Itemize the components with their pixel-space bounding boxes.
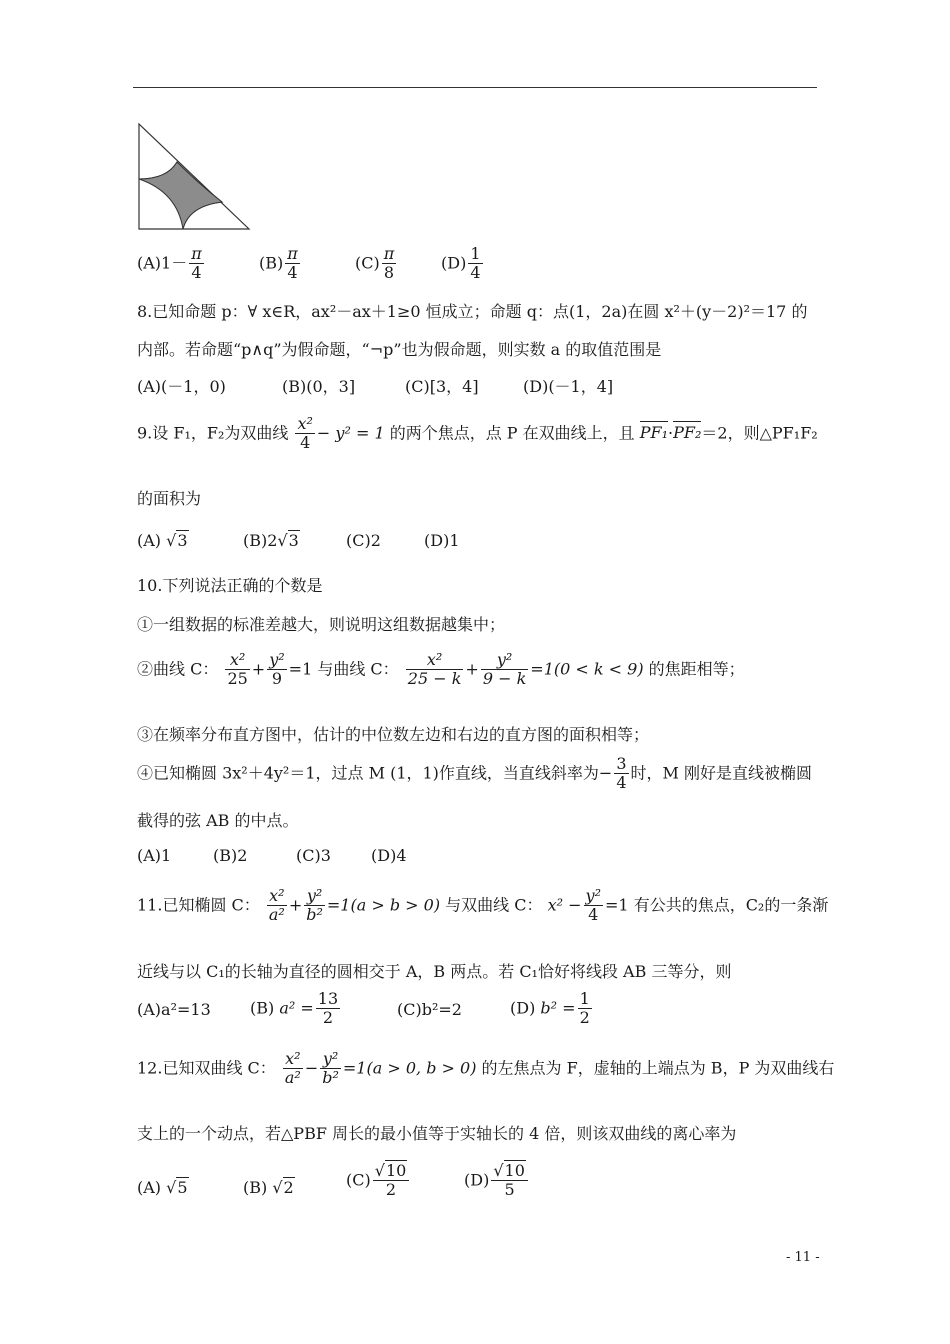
q9-option-d: (D)1: [424, 531, 460, 550]
q10-statement-1: ①一组数据的标准差越大，则说明这组数据越集中；: [137, 615, 506, 634]
q9-line-1: 9.设 F₁，F₂为双曲线 $\frac{\text{x²}}{4}$ − y² = 1 的两个焦点，点 P 在双曲线上，且 PF₁·PF₂＝2，则△PF₁F₂: [137, 414, 818, 453]
q10-title: 10.下列说法正确的个数是: [137, 576, 323, 595]
q12-option-b: (B) √2: [243, 1178, 294, 1197]
q10-statement-4-cont: 截得的弦 AB 的中点。: [137, 811, 299, 830]
q7-option-a: (A)1－ $\frac{\pi}{4}$: [137, 244, 202, 283]
q9-option-c: (C)2: [346, 531, 381, 550]
q8-line-1: 8.已知命题 p：∀ x∈R，ax²－ax＋1≥0 恒成立；命题 q：点(1，2a)在圆 x²＋(y－2)²＝17 的: [137, 302, 808, 321]
q10-option-d: (D)4: [371, 846, 407, 865]
q8-line-2: 内部。若命题“p∧q”为假命题，“¬p”也为假命题，则实数 a 的取值范围是: [137, 340, 662, 359]
shaded-region: [139, 162, 222, 229]
q10-statement-4: ④已知椭圆 3x²＋4y²＝1，过点 M (1，1)作直线，当直线斜率为− $\frac{3}{4}$ 时，M 刚好是直线被椭圆: [137, 754, 812, 793]
q9-option-b: (B)2√3: [243, 531, 299, 550]
q11-line-1: 11.已知椭圆 C： $\frac{\text{x²}}{\text{a²}}$ + $\frac{\text{y²}}{\text{b²}}$ =1(a > b > 0) 与双曲线 C： x² − $\frac{\text{y²}}{4}$ =1 有公共的焦点，C₂的一条渐: [137, 886, 829, 925]
q11-option-d: (D) b² = $\frac{1}{2}$: [510, 989, 590, 1028]
q8-option-d: (D)(－1，4]: [523, 377, 614, 396]
vector-pf1: PF₁: [639, 423, 669, 443]
q7-option-d: (D) $\frac{1}{4}$: [441, 244, 481, 283]
q10-statement-3: ③在频率分布直方图中，估计的中位数左边和右边的直方图的面积相等；: [137, 725, 650, 744]
q11-option-b: (B) a² = $\frac{13}{2}$: [250, 989, 339, 1028]
vector-pf2: PF₂: [673, 423, 702, 443]
q9-line-2: 的面积为: [137, 489, 202, 508]
q12-line-1: 12.已知双曲线 C： $\frac{\text{x²}}{\text{a²}}$ − $\frac{\text{y²}}{\text{b²}}$ =1(a > 0, b > 0) 的左焦点为 F，虚轴的上端点为 B，P 为双曲线右: [137, 1049, 835, 1088]
q7-option-c: (C) $\frac{\pi}{8}$: [355, 244, 395, 283]
q11-line-2: 近线与以 C₁的长轴为直径的圆相交于 A，B 两点。若 C₁恰好将线段 AB 三等分，则: [137, 962, 732, 981]
q10-option-c: (C)3: [296, 846, 331, 865]
q7-option-b: (B) $\frac{\pi}{4}$: [259, 244, 298, 283]
q10-option-a: (A)1: [137, 846, 172, 865]
header-rule: [133, 87, 817, 88]
q11-option-c: (C)b²=2: [397, 1000, 462, 1019]
q12-option-a: (A) √5: [137, 1178, 188, 1197]
q12-line-2: 支上的一个动点，若△PBF 周长的最小值等于实轴长的 4 倍，则该双曲线的离心率为: [137, 1124, 737, 1143]
q9-option-a: (A) √3: [137, 531, 188, 550]
triangle-figure: [137, 122, 253, 232]
q12-option-d: (D) $\frac{√10}{5}$: [464, 1162, 530, 1200]
q10-option-b: (B)2: [213, 846, 248, 865]
q12-option-c: (C) $\frac{√10}{2}$: [346, 1162, 411, 1200]
q8-option-c: (C)[3，4]: [405, 377, 479, 396]
q8-option-a: (A)(－1，0): [137, 377, 226, 396]
page-number: - 11 -: [786, 1250, 820, 1265]
q11-option-a: (A)a²=13: [137, 1000, 211, 1019]
q8-option-b: (B)(0，3]: [282, 377, 356, 396]
q10-statement-2: ②曲线 C： $\frac{\text{x²}}{25}$ + $\frac{\text{y²}}{9}$ =1 与曲线 C： $\frac{\text{x²}}{25 - k}$ + $\frac{\text{y²}}{9 - k}$ =1(0 < k < 9) 的焦距相等；: [137, 650, 745, 689]
